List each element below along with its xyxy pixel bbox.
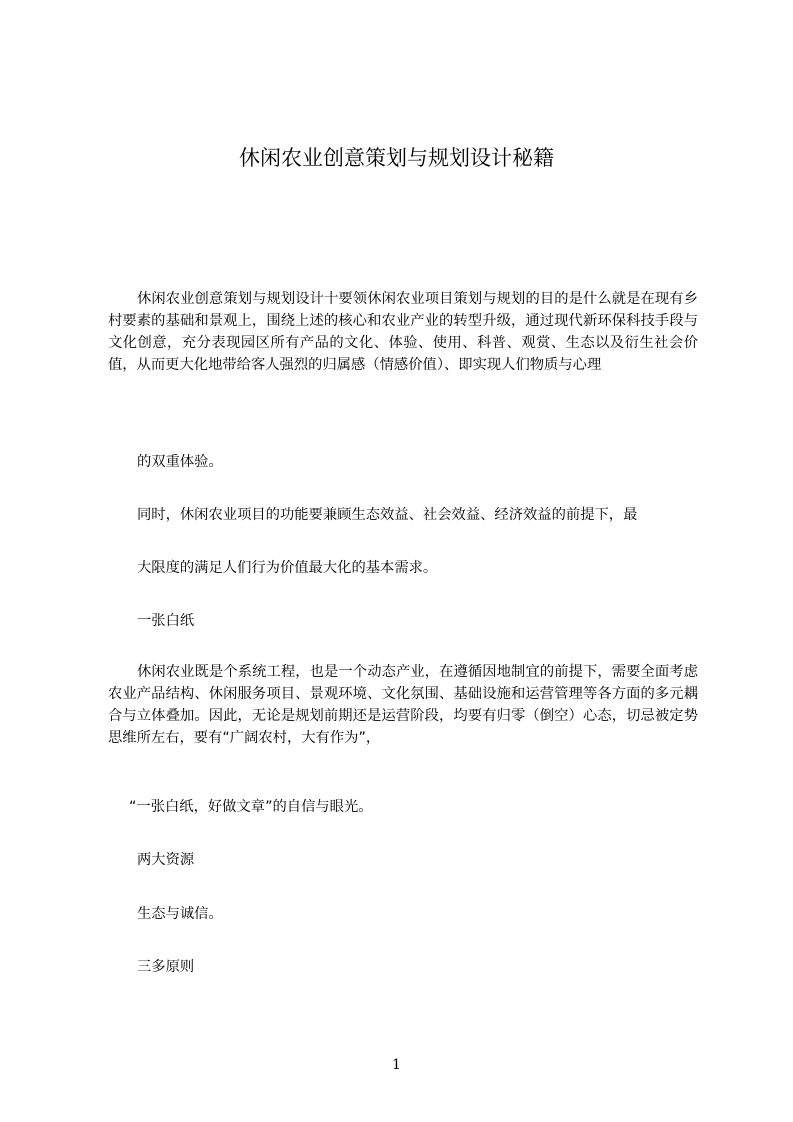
paragraph-body: 休闲农业既是个系统工程，也是一个动态产业，在遵循因地制宜的前提下，需要全面考虑农业产品结构、休闲服务项目、景观环境、文化氛围、基础设施和运营管理等各方面的多元耦合与立体叠加。因此，无论是规划前期还是运营阶段，均要有归零（倒空）心态，切忌被定势思维所左右，要有“广阔农村，大有作为”， <box>108 664 698 746</box>
paragraph-line: 的双重体验。 <box>137 454 223 470</box>
paragraph-line: 生态与诚信。 <box>137 906 223 922</box>
paragraph-line: “一张白纸，好做文章”的自信与眼光。 <box>129 799 373 815</box>
paragraph-intro: 休闲农业创意策划与规划设计十要领休闲农业项目策划与规划的目的是什么就是在现有乡村要素的基础和景观上，围绕上述的核心和农业产业的转型升级，通过现代新环保科技手段与文化创意，充分表现园区所有产品的文化、体验、使用、科普、观赏、生态以及衍生社会价值，从而更大化地带给客人强烈的归属感（情感价值）、即实现人们物质与心理 <box>108 291 698 373</box>
page-number: 1 <box>392 1057 401 1073</box>
section-heading: 一张白纸 <box>137 613 195 629</box>
section-heading: 三多原则 <box>137 959 195 975</box>
paragraph-line: 同时，休闲农业项目的功能要兼顾生态效益、社会效益、经济效益的前提下，最 <box>137 507 638 523</box>
paragraph-line: 大限度的满足人们行为价值最大化的基本需求。 <box>137 560 438 576</box>
section-heading: 两大资源 <box>137 852 195 868</box>
document-title: 休闲农业创意策划与规划设计秘籍 <box>239 146 554 170</box>
